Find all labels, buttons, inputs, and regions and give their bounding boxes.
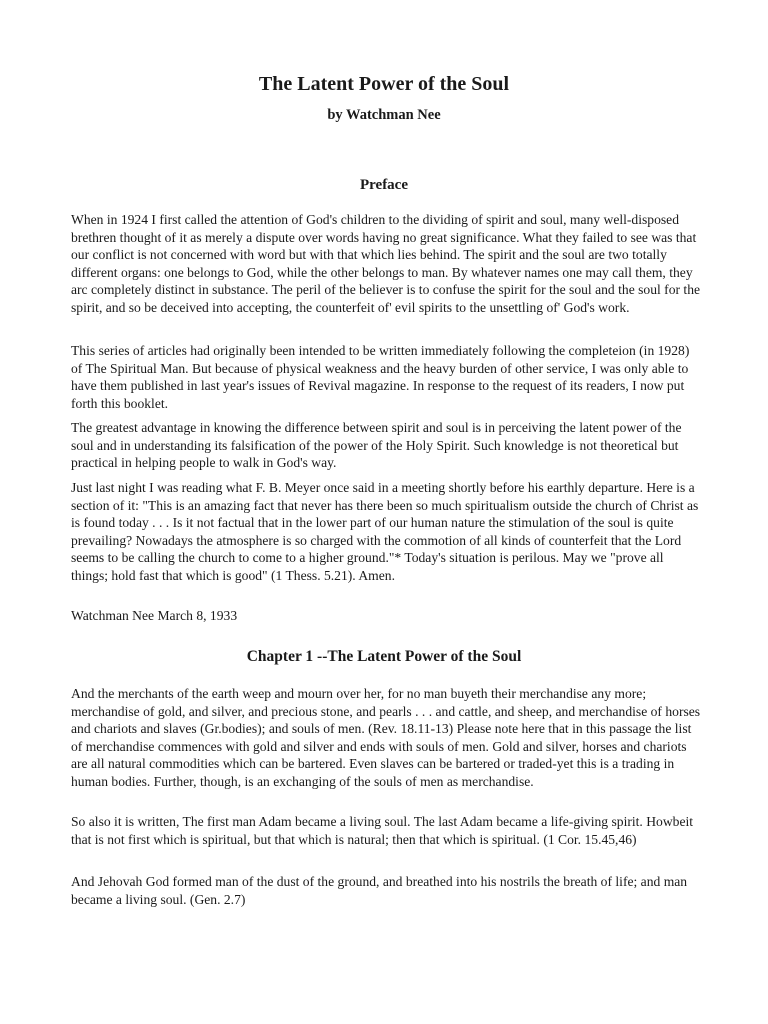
chapter-paragraph: And Jehovah God formed man of the dust of the ground, and breathed into his nostrils the breath of life; and man became a living soul. (Gen. 2.7) bbox=[71, 874, 688, 907]
document-title: The Latent Power of the Soul bbox=[258, 73, 510, 95]
preface-paragraph: Just last night I was reading what F. B. Meyer once said in a meeting shortly before his earthly departure. Here is a section of it: "This is an amazing fact that never has there been so much spiritualism outside the church of Christ as is found today . . . Is it not factual that in the lower part of our human nature the stimulation of the soul is quite prevailing? Nowadays the atmosphere is so charged with the commotion of all kinds of counterfeit that the Lord seems to be calling the church to come to a higher ground."* Today's situation is perilous. May we "prove all things; hold fast that which is good" (1 Thess. 5.21). Amen. bbox=[71, 480, 699, 583]
preface-paragraph: When in 1924 I first called the attention of God's children to the dividing of spirit and soul, many well-disposed brethren thought of it as merely a dispute over words having no great significance. What they failed to see was that our conflict is not concerned with word but with that which lies behind. The spirit and the soul are two totally different organs: one belongs to God, while the other belongs to man. By whatever names one may call them, they arc completely distinct in substance. The peril of the believer is to confuse the spirit for the soul and the soul for the spirit, and so be deceived into accepting, the counterfeit of' evil spirits to the unsettling of' God's work. bbox=[71, 212, 701, 315]
preface-paragraph: This series of articles had originally been intended to be written immediately following the completeion (in 1928) of The Spiritual Man. But because of physical weakness and the heavy burden of other service, I was only able to have them published in last year's issues of Revival magazine. In response to the request of its readers, I now put forth this booklet. bbox=[71, 343, 690, 411]
preface-paragraph: The greatest advantage in knowing the difference between spirit and soul is in perceiving the latent power of the soul and in understanding its falsification of the power of the Holy Spirit. Such knowledge is not theoretical but practical in helping people to walk in God's way. bbox=[71, 420, 682, 471]
preface-signature: Watchman Nee March 8, 1933 bbox=[71, 608, 238, 623]
chapter-paragraph: So also it is written, The first man Adam became a living soul. The last Adam became a life-giving spirit. Howbeit that is not first which is spiritual, but that which is natural; then that which is spiritual. (1 Cor. 15.45,46) bbox=[71, 814, 694, 847]
chapter-paragraph: And the merchants of the earth weep and mourn over her, for no man buyeth their merchandise any more; merchandise of gold, and silver, and precious stone, and pearls . . . and cattle, and sheep, and merchandise of horses and chariots and slaves (Gr.bodies); and souls of men. (Rev. 18.11-13) Please note here that in this passage the list of merchandise commences with gold and silver and ends with souls of men. Gold and silver, horses and chariots are all natural commodities which can be bartered. Even slaves can be bartered or traded-yet this is a trading in human bodies. Further, though, is an exchanging of the souls of men as merchandise. bbox=[71, 686, 701, 789]
document-author: by Watchman Nee bbox=[327, 107, 441, 123]
preface-heading: Preface bbox=[359, 177, 409, 193]
chapter-heading: Chapter 1 --The Latent Power of the Soul bbox=[246, 648, 522, 665]
